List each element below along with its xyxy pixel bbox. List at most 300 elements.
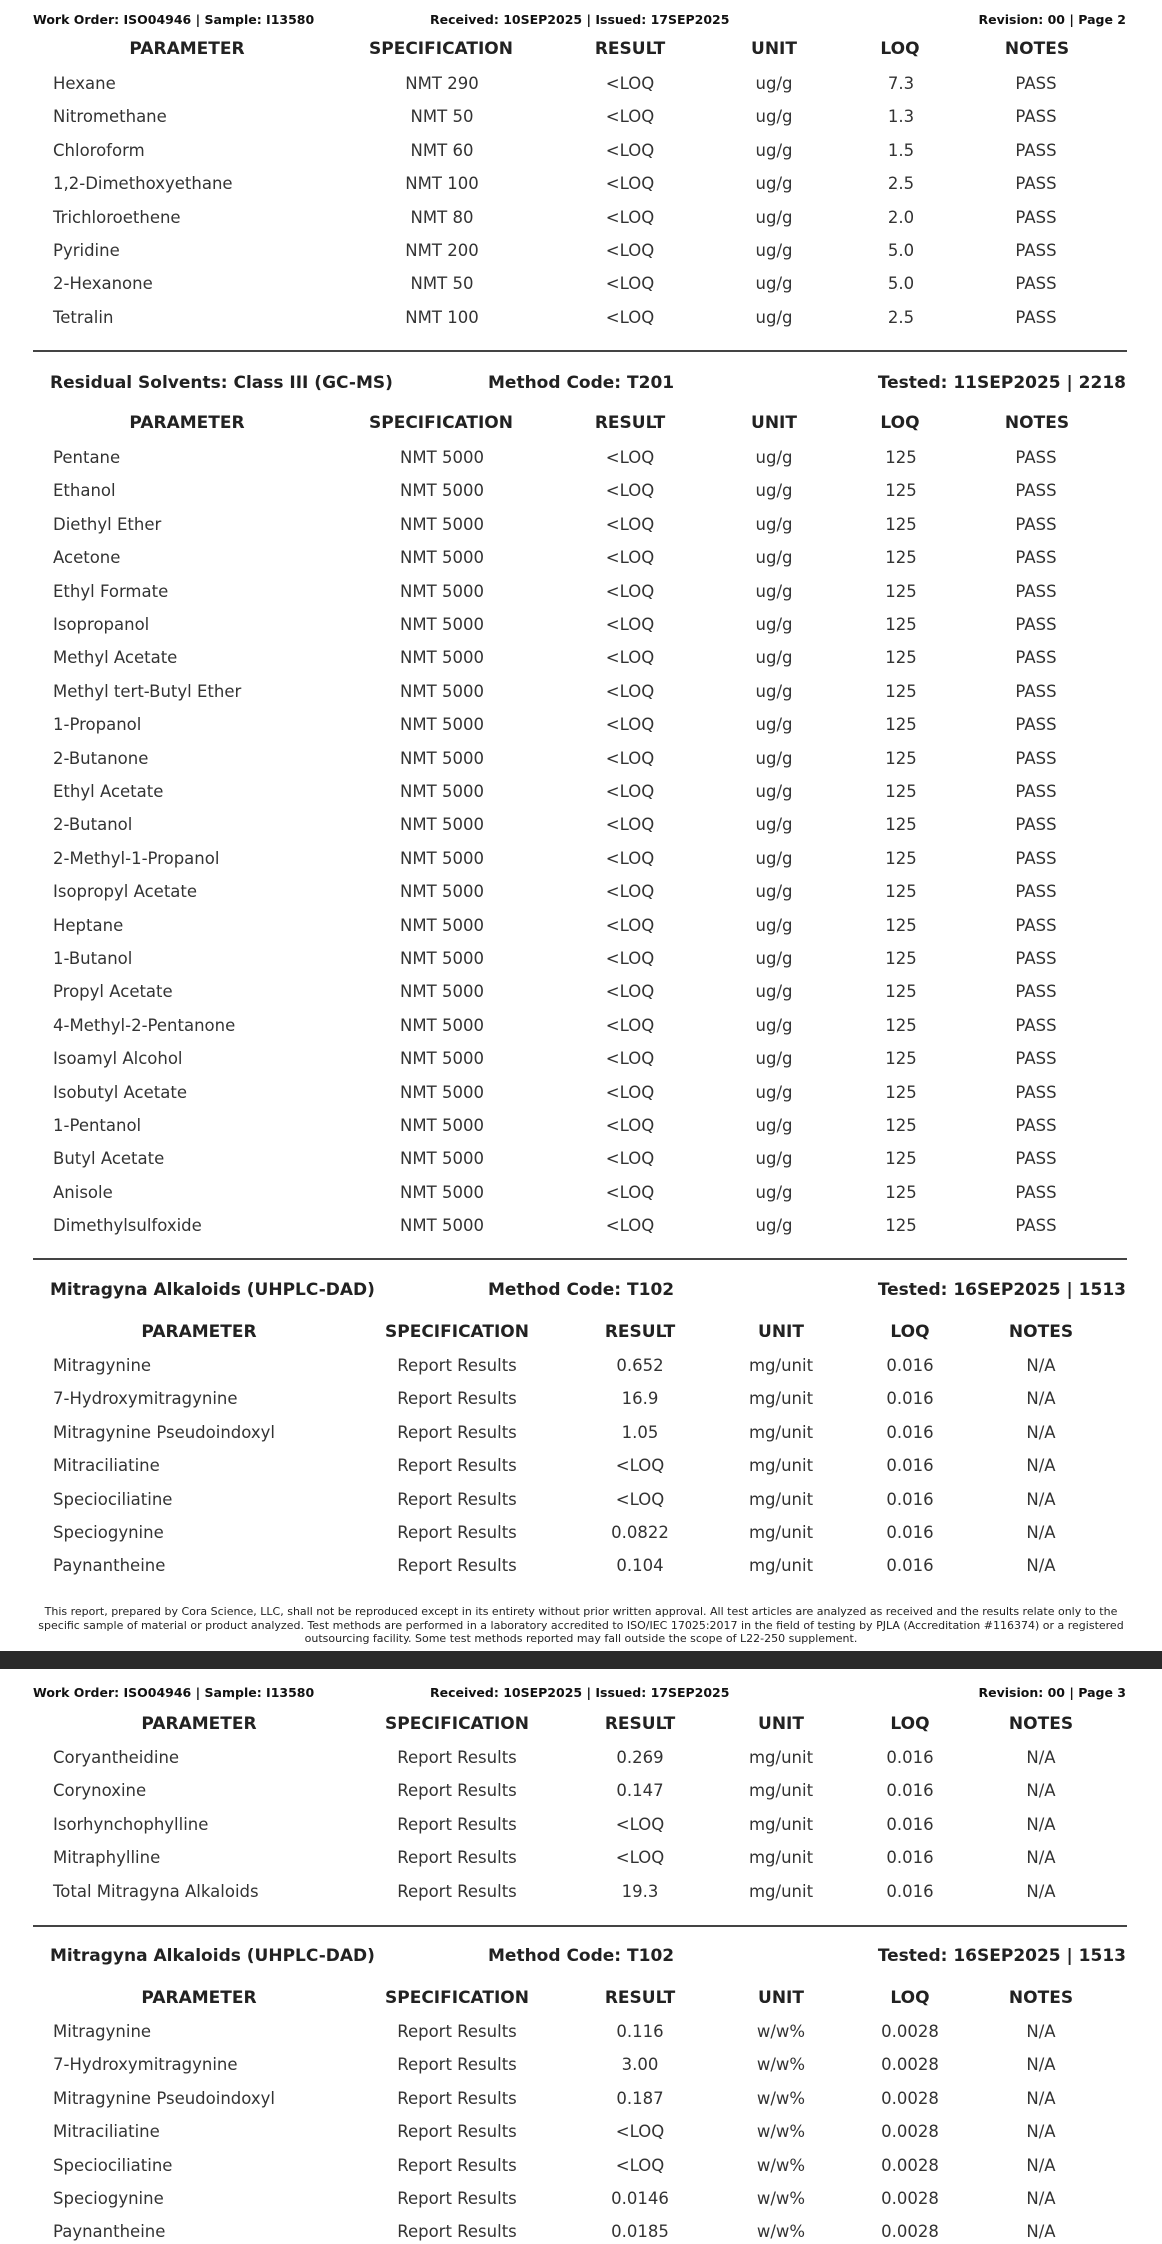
- specification-cell: NMT 5000: [400, 882, 484, 902]
- result-cell: <LOQ: [605, 1015, 655, 1035]
- specification-cell: Report Results: [397, 2155, 517, 2175]
- notes-cell: N/A: [1026, 1781, 1056, 1801]
- parameter-cell: Isorhynchophylline: [53, 1814, 209, 1834]
- loq-cell: 125: [885, 514, 917, 534]
- specification-cell: NMT 5000: [400, 982, 484, 1002]
- unit-cell: ug/g: [755, 174, 793, 194]
- loq-cell: 125: [885, 1082, 917, 1102]
- column-header: PARAMETER: [129, 39, 245, 59]
- specification-cell: NMT 60: [410, 140, 474, 160]
- section-divider: [33, 1925, 1127, 1927]
- specification-cell: NMT 50: [410, 107, 474, 127]
- table-header: [0, 37, 1162, 61]
- unit-cell: ug/g: [755, 241, 793, 260]
- notes-cell: PASS: [1015, 241, 1057, 260]
- table-row: [0, 239, 1162, 263]
- column-header: PARAMETER: [141, 1714, 257, 1734]
- notes-cell: PASS: [1015, 140, 1057, 160]
- notes-cell: PASS: [1015, 1149, 1057, 1169]
- result-cell: <LOQ: [605, 140, 655, 160]
- table-row: [0, 1014, 1162, 1038]
- specification-cell: NMT 5000: [400, 681, 484, 701]
- column-header: UNIT: [751, 39, 797, 59]
- work-order-sample: Work Order: ISO04946 | Sample: I13580: [33, 12, 315, 27]
- notes-cell: PASS: [1015, 982, 1057, 1002]
- result-cell: <LOQ: [605, 782, 655, 801]
- specification-cell: NMT 290: [405, 74, 479, 93]
- specification-cell: Report Results: [397, 1814, 517, 1834]
- page-header: [33, 12, 1126, 30]
- notes-cell: PASS: [1015, 715, 1057, 735]
- notes-cell: PASS: [1015, 1182, 1057, 1202]
- loq-cell: 5.0: [887, 241, 915, 260]
- unit-cell: mg/unit: [748, 1848, 814, 1868]
- table-row: [0, 1214, 1162, 1238]
- result-cell: <LOQ: [605, 107, 655, 127]
- table-row: [0, 2087, 1162, 2111]
- column-header: RESULT: [594, 39, 666, 59]
- parameter-cell: Hexane: [53, 74, 116, 93]
- revision-page: Revision: 00 | Page 2: [978, 12, 1126, 27]
- parameter-cell: 2-Methyl-1-Propanol: [53, 848, 220, 868]
- loq-cell: 0.0028: [881, 2122, 939, 2142]
- result-cell: <LOQ: [605, 481, 655, 501]
- specification-cell: NMT 5000: [400, 1082, 484, 1102]
- result-cell: 0.269: [616, 1748, 664, 1767]
- notes-cell: PASS: [1015, 615, 1057, 634]
- notes-cell: N/A: [1026, 1389, 1056, 1409]
- table-row: [0, 747, 1162, 771]
- specification-cell: Report Results: [397, 1523, 517, 1542]
- result-cell: 1.05: [621, 1422, 659, 1442]
- section-title: Residual Solvents: Class III (GC-MS): [50, 373, 393, 393]
- notes-cell: N/A: [1026, 1748, 1056, 1767]
- table-row: [0, 479, 1162, 503]
- notes-cell: PASS: [1015, 782, 1057, 801]
- table-row: [0, 680, 1162, 704]
- notes-cell: PASS: [1015, 481, 1057, 501]
- specification-cell: NMT 5000: [400, 548, 484, 568]
- parameter-cell: Mitraphylline: [53, 1848, 161, 1868]
- unit-cell: ug/g: [755, 982, 793, 1002]
- specification-cell: NMT 5000: [400, 615, 484, 634]
- unit-cell: w/w%: [756, 2022, 806, 2041]
- result-cell: <LOQ: [605, 1082, 655, 1102]
- parameter-cell: Acetone: [53, 548, 121, 568]
- unit-cell: ug/g: [755, 1149, 793, 1169]
- loq-cell: 0.016: [886, 1848, 934, 1868]
- result-cell: <LOQ: [605, 174, 655, 194]
- parameter-cell: 2-Butanol: [53, 815, 133, 835]
- section-title: Mitragyna Alkaloids (UHPLC-DAD): [50, 1280, 375, 1300]
- loq-cell: 0.016: [886, 1556, 934, 1576]
- result-cell: <LOQ: [605, 1149, 655, 1169]
- parameter-cell: Isoamyl Alcohol: [53, 1049, 183, 1069]
- table-row: [0, 1387, 1162, 1411]
- loq-cell: 125: [885, 949, 917, 968]
- specification-cell: NMT 5000: [400, 915, 484, 935]
- specification-cell: NMT 5000: [400, 782, 484, 801]
- table-row: [0, 2187, 1162, 2211]
- section-header: [50, 373, 1126, 395]
- notes-cell: PASS: [1015, 681, 1057, 701]
- table-row: [0, 813, 1162, 837]
- specification-cell: NMT 5000: [400, 1216, 484, 1236]
- result-cell: 16.9: [621, 1389, 659, 1409]
- unit-cell: mg/unit: [748, 1556, 814, 1576]
- table-row: [0, 780, 1162, 804]
- table-row: [0, 1488, 1162, 1512]
- parameter-cell: Mitragynine Pseudoindoxyl: [53, 1422, 275, 1442]
- parameter-cell: 7-Hydroxymitragynine: [53, 2055, 238, 2075]
- specification-cell: Report Results: [397, 1556, 517, 1576]
- table-row: [0, 105, 1162, 129]
- unit-cell: w/w%: [756, 2088, 806, 2108]
- column-header: NOTES: [1008, 1714, 1074, 1734]
- loq-cell: 0.016: [886, 1881, 934, 1901]
- parameter-cell: Speciociliatine: [53, 1489, 173, 1509]
- loq-cell: 125: [885, 448, 917, 467]
- loq-cell: 125: [885, 581, 917, 601]
- specification-cell: Report Results: [397, 1781, 517, 1801]
- column-header: LOQ: [890, 1714, 930, 1734]
- specification-cell: Report Results: [397, 2088, 517, 2108]
- parameter-cell: Mitragynine: [53, 1356, 152, 1375]
- method-code: Method Code: T102: [488, 1280, 675, 1300]
- table-row: [0, 1779, 1162, 1803]
- unit-cell: ug/g: [755, 615, 793, 634]
- result-cell: <LOQ: [615, 2122, 665, 2142]
- loq-cell: 125: [885, 782, 917, 801]
- notes-cell: N/A: [1026, 2055, 1056, 2075]
- result-cell: <LOQ: [605, 1049, 655, 1069]
- result-cell: <LOQ: [605, 615, 655, 634]
- column-header: NOTES: [1004, 39, 1070, 59]
- result-cell: <LOQ: [605, 915, 655, 935]
- parameter-cell: Corynoxine: [53, 1781, 147, 1801]
- unit-cell: w/w%: [756, 2055, 806, 2075]
- unit-cell: ug/g: [755, 514, 793, 534]
- specification-cell: NMT 100: [405, 307, 479, 327]
- loq-cell: 125: [885, 648, 917, 668]
- parameter-cell: Ethyl Acetate: [53, 782, 164, 801]
- column-header: UNIT: [758, 1988, 804, 2008]
- notes-cell: N/A: [1026, 1848, 1056, 1868]
- specification-cell: NMT 5000: [400, 715, 484, 735]
- column-header: SPECIFICATION: [385, 1714, 529, 1734]
- specification-cell: NMT 5000: [400, 1182, 484, 1202]
- specification-cell: NMT 100: [405, 174, 479, 194]
- parameter-cell: Pentane: [53, 448, 121, 467]
- table-row: [0, 947, 1162, 971]
- notes-cell: N/A: [1026, 1422, 1056, 1442]
- notes-cell: PASS: [1015, 1082, 1057, 1102]
- column-header: RESULT: [594, 413, 666, 433]
- loq-cell: 125: [885, 982, 917, 1002]
- result-cell: 19.3: [621, 1881, 659, 1901]
- specification-cell: NMT 80: [410, 207, 474, 227]
- parameter-cell: Isopropanol: [53, 615, 150, 634]
- table-row: [0, 1554, 1162, 1578]
- specification-cell: NMT 5000: [400, 1116, 484, 1135]
- notes-cell: PASS: [1015, 74, 1057, 93]
- table-header: [0, 1986, 1162, 2010]
- parameter-cell: 4-Methyl-2-Pentanone: [53, 1015, 236, 1035]
- tested-date: Tested: 16SEP2025 | 1513: [877, 1280, 1126, 1300]
- section-divider: [33, 1258, 1127, 1260]
- loq-cell: 125: [885, 681, 917, 701]
- unit-cell: ug/g: [755, 748, 793, 768]
- loq-cell: 0.0028: [881, 2222, 939, 2242]
- result-cell: <LOQ: [605, 307, 655, 327]
- loq-cell: 0.016: [886, 1781, 934, 1801]
- column-header: LOQ: [890, 1988, 930, 2008]
- loq-cell: 125: [885, 1116, 917, 1135]
- unit-cell: ug/g: [755, 1049, 793, 1069]
- notes-cell: N/A: [1026, 2189, 1056, 2208]
- specification-cell: Report Results: [397, 2122, 517, 2142]
- received-issued: Received: 10SEP2025 | Issued: 17SEP2025: [430, 1685, 730, 1700]
- loq-cell: 125: [885, 1049, 917, 1069]
- specification-cell: Report Results: [397, 2055, 517, 2075]
- parameter-cell: 1-Propanol: [53, 715, 142, 735]
- result-cell: <LOQ: [605, 514, 655, 534]
- specification-cell: NMT 5000: [400, 848, 484, 868]
- table-row: [0, 272, 1162, 296]
- notes-cell: PASS: [1015, 882, 1057, 902]
- parameter-cell: Ethyl Formate: [53, 581, 169, 601]
- table-row: [0, 1746, 1162, 1770]
- loq-cell: 125: [885, 715, 917, 735]
- specification-cell: NMT 200: [405, 241, 479, 260]
- unit-cell: ug/g: [755, 581, 793, 601]
- notes-cell: PASS: [1015, 815, 1057, 835]
- unit-cell: mg/unit: [748, 1422, 814, 1442]
- unit-cell: mg/unit: [748, 1881, 814, 1901]
- loq-cell: 0.0028: [881, 2189, 939, 2208]
- parameter-cell: Nitromethane: [53, 107, 167, 127]
- revision-page: Revision: 00 | Page 3: [978, 1685, 1126, 1700]
- notes-cell: PASS: [1015, 514, 1057, 534]
- notes-cell: N/A: [1026, 2022, 1056, 2041]
- table-row: [0, 1354, 1162, 1378]
- parameter-cell: Tetralin: [53, 307, 114, 327]
- method-code: Method Code: T201: [488, 373, 675, 393]
- unit-cell: ug/g: [755, 915, 793, 935]
- specification-cell: Report Results: [397, 2189, 517, 2208]
- unit-cell: ug/g: [755, 1015, 793, 1035]
- unit-cell: mg/unit: [748, 1356, 814, 1375]
- parameter-cell: Butyl Acetate: [53, 1149, 165, 1169]
- column-header: LOQ: [890, 1322, 930, 1342]
- column-header: RESULT: [604, 1988, 676, 2008]
- table-row: [0, 2220, 1162, 2244]
- loq-cell: 125: [885, 848, 917, 868]
- specification-cell: Report Results: [397, 2022, 517, 2041]
- loq-cell: 125: [885, 481, 917, 501]
- column-header: LOQ: [880, 413, 920, 433]
- notes-cell: N/A: [1026, 2088, 1056, 2108]
- specification-cell: Report Results: [397, 1356, 517, 1375]
- parameter-cell: Diethyl Ether: [53, 514, 162, 534]
- specification-cell: Report Results: [397, 1489, 517, 1509]
- column-header: NOTES: [1008, 1322, 1074, 1342]
- unit-cell: ug/g: [755, 882, 793, 902]
- unit-cell: ug/g: [755, 782, 793, 801]
- specification-cell: Report Results: [397, 1881, 517, 1901]
- loq-cell: 0.016: [886, 1523, 934, 1542]
- parameter-cell: Propyl Acetate: [53, 982, 173, 1002]
- section-header: [50, 1280, 1126, 1302]
- parameter-cell: 2-Butanone: [53, 748, 149, 768]
- loq-cell: 2.5: [887, 307, 915, 327]
- notes-cell: N/A: [1026, 2155, 1056, 2175]
- specification-cell: NMT 5000: [400, 815, 484, 835]
- notes-cell: PASS: [1015, 1216, 1057, 1236]
- result-cell: <LOQ: [605, 882, 655, 902]
- loq-cell: 125: [885, 1216, 917, 1236]
- notes-cell: PASS: [1015, 748, 1057, 768]
- loq-cell: 0.0028: [881, 2088, 939, 2108]
- loq-cell: 125: [885, 548, 917, 568]
- column-header: UNIT: [758, 1322, 804, 1342]
- table-row: [0, 1181, 1162, 1205]
- parameter-cell: Trichloroethene: [53, 207, 181, 227]
- parameter-cell: Pyridine: [53, 241, 120, 260]
- specification-cell: NMT 5000: [400, 1149, 484, 1169]
- section-header: [50, 1946, 1126, 1968]
- unit-cell: ug/g: [755, 140, 793, 160]
- parameter-cell: Total Mitragyna Alkaloids: [53, 1881, 259, 1901]
- result-cell: <LOQ: [615, 1456, 665, 1476]
- loq-cell: 0.016: [886, 1422, 934, 1442]
- result-cell: <LOQ: [605, 748, 655, 768]
- table-row: [0, 646, 1162, 670]
- table-row: [0, 139, 1162, 163]
- result-cell: <LOQ: [605, 1182, 655, 1202]
- unit-cell: ug/g: [755, 274, 793, 294]
- notes-cell: PASS: [1015, 174, 1057, 194]
- table-row: [0, 914, 1162, 938]
- table-row: [0, 306, 1162, 330]
- column-header: SPECIFICATION: [385, 1322, 529, 1342]
- result-cell: <LOQ: [605, 648, 655, 668]
- loq-cell: 0.016: [886, 1356, 934, 1375]
- column-header: RESULT: [604, 1322, 676, 1342]
- parameter-cell: Paynantheine: [53, 1556, 166, 1576]
- result-cell: <LOQ: [605, 681, 655, 701]
- specification-cell: NMT 5000: [400, 1015, 484, 1035]
- loq-cell: 0.0028: [881, 2055, 939, 2075]
- parameter-cell: Isopropyl Acetate: [53, 882, 198, 902]
- table-row: [0, 1880, 1162, 1904]
- parameter-cell: 1-Pentanol: [53, 1116, 142, 1135]
- parameter-cell: 7-Hydroxymitragynine: [53, 1389, 238, 1409]
- unit-cell: ug/g: [755, 107, 793, 127]
- unit-cell: w/w%: [756, 2122, 806, 2142]
- result-cell: <LOQ: [605, 448, 655, 467]
- notes-cell: PASS: [1015, 448, 1057, 467]
- parameter-cell: Methyl tert-Butyl Ether: [53, 681, 242, 701]
- parameter-cell: Speciogynine: [53, 2189, 164, 2208]
- specification-cell: Report Results: [397, 1389, 517, 1409]
- received-issued: Received: 10SEP2025 | Issued: 17SEP2025: [430, 12, 730, 27]
- result-cell: <LOQ: [605, 848, 655, 868]
- notes-cell: N/A: [1026, 2122, 1056, 2142]
- result-cell: 0.116: [616, 2022, 664, 2041]
- parameter-cell: 1-Butanol: [53, 949, 133, 968]
- result-cell: <LOQ: [605, 274, 655, 294]
- loq-cell: 0.0028: [881, 2022, 939, 2041]
- loq-cell: 125: [885, 1182, 917, 1202]
- unit-cell: ug/g: [755, 207, 793, 227]
- column-header: LOQ: [880, 39, 920, 59]
- specification-cell: NMT 5000: [400, 648, 484, 668]
- unit-cell: ug/g: [755, 1082, 793, 1102]
- result-cell: 0.0146: [611, 2189, 669, 2208]
- section-divider: [33, 350, 1127, 352]
- work-order-sample: Work Order: ISO04946 | Sample: I13580: [33, 1685, 315, 1700]
- unit-cell: ug/g: [755, 448, 793, 467]
- tested-date: Tested: 11SEP2025 | 2218: [877, 373, 1126, 393]
- table-row: [0, 1846, 1162, 1870]
- table-row: [0, 1081, 1162, 1105]
- loq-cell: 125: [885, 915, 917, 935]
- notes-cell: PASS: [1015, 1015, 1057, 1035]
- notes-cell: PASS: [1015, 915, 1057, 935]
- result-cell: <LOQ: [605, 949, 655, 968]
- table-row: [0, 1421, 1162, 1445]
- table-row: [0, 206, 1162, 230]
- result-cell: 0.187: [616, 2088, 664, 2108]
- result-cell: <LOQ: [605, 715, 655, 735]
- report-disclaimer: This report, prepared by Cora Science, LLC, shall not be reproduced except in its entirety without prior written approval. All test articles are analyzed as received and the results relate only to the specific sample of material or product analyzed. Test methods are performed in a laboratory accredited to ISO/IEC 17025:2017 in the field of testing by PJLA (Accreditation #116374) or a registered outsourcing facility. Some test methods reported may fall outside the scope of L22-250 supplement.: [38, 1605, 1124, 1645]
- tested-date: Tested: 16SEP2025 | 1513: [877, 1946, 1126, 1966]
- column-header: PARAMETER: [129, 413, 245, 433]
- specification-cell: NMT 5000: [400, 949, 484, 968]
- column-header: UNIT: [758, 1714, 804, 1734]
- parameter-cell: Paynantheine: [53, 2222, 166, 2242]
- parameter-cell: Mitraciliatine: [53, 2122, 160, 2142]
- parameter-cell: 1,2-Dimethoxyethane: [53, 174, 233, 194]
- unit-cell: ug/g: [755, 481, 793, 501]
- specification-cell: Report Results: [397, 1848, 517, 1868]
- table-row: [0, 880, 1162, 904]
- table-header: [0, 1320, 1162, 1344]
- table-row: [0, 847, 1162, 871]
- result-cell: 0.652: [616, 1356, 664, 1375]
- notes-cell: N/A: [1026, 1489, 1056, 1509]
- loq-cell: 125: [885, 882, 917, 902]
- unit-cell: ug/g: [755, 1116, 793, 1135]
- specification-cell: Report Results: [397, 2222, 517, 2242]
- result-cell: <LOQ: [615, 1848, 665, 1868]
- column-header: NOTES: [1004, 413, 1070, 433]
- column-header: SPECIFICATION: [369, 413, 513, 433]
- notes-cell: N/A: [1026, 1814, 1056, 1834]
- loq-cell: 125: [885, 815, 917, 835]
- result-cell: <LOQ: [615, 1489, 665, 1509]
- specification-cell: Report Results: [397, 1422, 517, 1442]
- notes-cell: PASS: [1015, 107, 1057, 127]
- unit-cell: w/w%: [756, 2222, 806, 2242]
- notes-cell: PASS: [1015, 548, 1057, 568]
- parameter-cell: Ethanol: [53, 481, 116, 501]
- loq-cell: 1.3: [887, 107, 915, 127]
- table-row: [0, 2053, 1162, 2077]
- specification-cell: Report Results: [397, 1456, 517, 1476]
- parameter-cell: Anisole: [53, 1182, 113, 1202]
